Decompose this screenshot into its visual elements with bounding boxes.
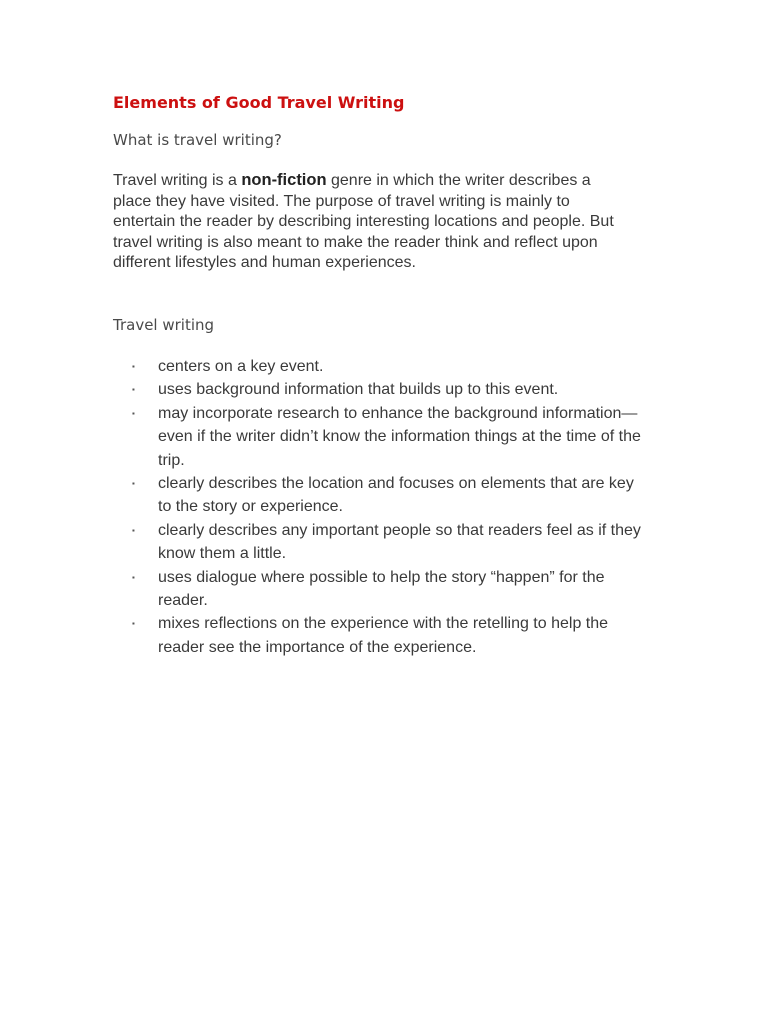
list-item-text: centers on a key event. [158,358,324,375]
list-item-text: mixes reflections on the experience with the retelling to help the reader see the importance of the experience. [158,615,609,656]
intro-emphasis: non-fiction [241,171,327,189]
bullet-marker: ▪ [132,572,135,582]
list-item [130,566,650,613]
list-item [130,355,650,378]
list-item-text: clearly describes any important people so that readers feel as if they know them a little. [158,521,641,563]
bullet-marker: ▪ [132,619,135,629]
list-item-text: may incorporate research to enhance the background information— even if the writer didn’t know the information things at the time of the trip. [158,404,641,469]
intro-text-end: genre in which the writer describes a place they have visited. The purpose of travel writing is mainly to entertain the reader by describing interesting locations and people. But travel writing is also meant to make the reader think and reflect upon different lifestyles and human experiences. [113,172,614,271]
list-item [130,472,650,519]
bullet-marker: ▪ [132,479,135,489]
list-item-text: uses background information that builds up to this event. [158,381,559,399]
bullet-list [130,355,650,659]
list-item [130,612,650,659]
list-item-text: clearly describes the location and focuses on elements that are key to the story or experience. [158,475,634,516]
bullet-marker: ▪ [132,385,135,395]
question-heading: What is travel writing? [113,131,282,149]
bullet-marker: ▪ [132,525,135,535]
bullet-marker: ▪ [132,408,135,418]
intro-text-start: Travel writing is a [113,172,242,189]
document-title: Elements of Good Travel Writing [113,93,405,112]
list-item [130,378,650,401]
list-item [130,402,650,472]
list-item [130,519,650,566]
list-heading: Travel writing [113,316,215,334]
list-item-text: uses dialogue where possible to help the story “happen” for the reader. [158,568,605,610]
bullet-marker: ▪ [132,362,135,371]
intro-paragraph [113,170,633,274]
